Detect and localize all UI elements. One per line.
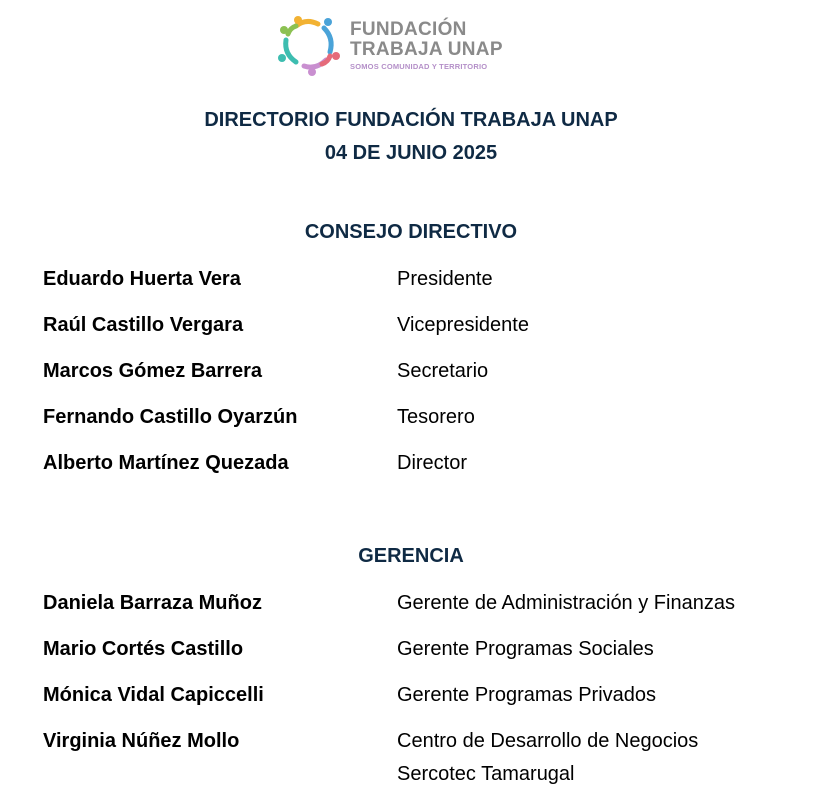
member-name: Mónica Vidal Capiccelli (43, 684, 264, 706)
member-role: Centro de Desarrollo de Negocios (397, 730, 699, 752)
consejo-row (0, 268, 822, 298)
consejo-row (0, 452, 822, 482)
logo-tagline: SOMOS COMUNIDAD Y TERRITORIO (350, 62, 488, 71)
document-title: DIRECTORIO FUNDACIÓN TRABAJA UNAP (204, 109, 618, 131)
logo-line-1: FUNDACIÓN (350, 19, 467, 40)
gerencia-row (0, 730, 822, 796)
consejo-heading: CONSEJO DIRECTIVO (304, 221, 518, 243)
member-name: Eduardo Huerta Vera (43, 268, 241, 290)
gerencia-heading: GERENCIA (358, 545, 464, 567)
foundation-logo (276, 12, 506, 76)
member-role: Tesorero (397, 406, 475, 428)
member-role: Gerente de Administración y Finanzas (397, 592, 735, 614)
member-name: Alberto Martínez Quezada (43, 452, 289, 474)
member-role-line-2: Sercotec Tamarugal (397, 763, 575, 785)
people-circle-icon (276, 12, 342, 76)
consejo-row (0, 360, 822, 390)
member-name: Virginia Núñez Mollo (43, 730, 240, 752)
gerencia-row (0, 684, 822, 714)
member-name: Raúl Castillo Vergara (43, 314, 244, 336)
gerencia-row (0, 592, 822, 622)
member-name: Mario Cortés Castillo (43, 638, 244, 660)
document-date: 04 DE JUNIO 2025 (324, 142, 498, 164)
member-role: Director (397, 452, 468, 474)
member-role: Gerente Programas Sociales (397, 638, 654, 660)
member-role: Secretario (397, 360, 489, 382)
gerencia-row (0, 638, 822, 668)
member-role: Vicepresidente (397, 314, 529, 336)
member-role: Gerente Programas Privados (397, 684, 657, 706)
logo-line-2: TRABAJA UNAP (350, 39, 503, 60)
member-name: Fernando Castillo Oyarzún (43, 406, 298, 428)
member-role: Presidente (397, 268, 493, 290)
consejo-row (0, 406, 822, 436)
member-name: Marcos Gómez Barrera (43, 360, 262, 382)
consejo-row (0, 314, 822, 344)
member-name: Daniela Barraza Muñoz (43, 592, 262, 614)
